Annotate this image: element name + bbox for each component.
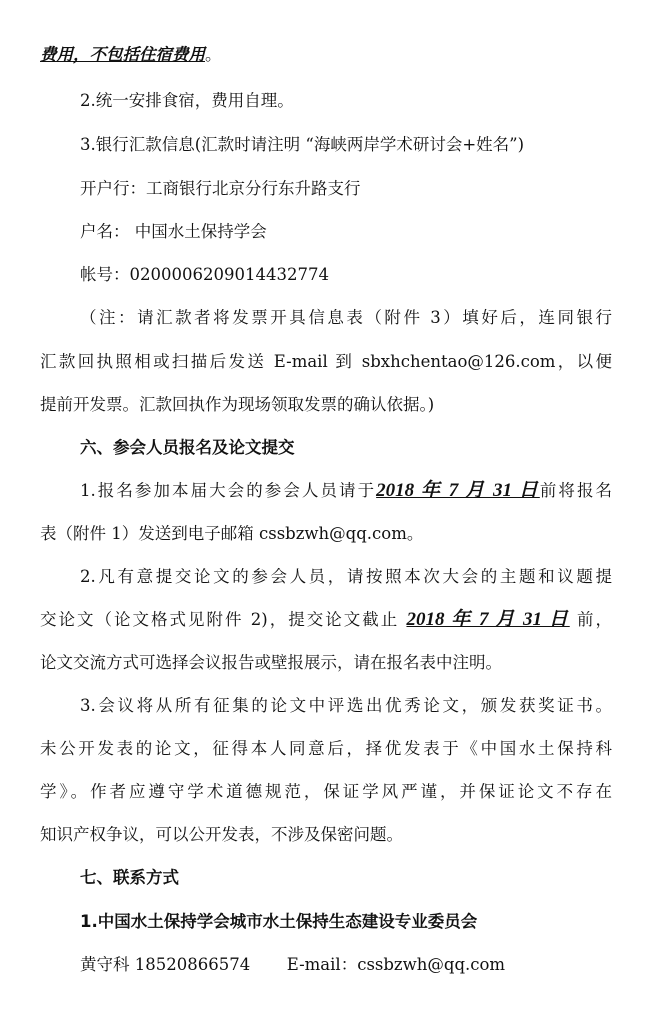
s6-item3-line3: 学》。作者应遵守学术道德规范，保证学风严谨，并保证论文不存在 — [40, 782, 612, 801]
contact-phone: 18520866574 — [134, 955, 251, 974]
note-line-3: 提前开发票。汇款回执作为现场领取发票的确认依据。) — [40, 395, 435, 414]
deadline-date-1: 2018 年 7 月 31 日 — [376, 480, 540, 501]
note-line-1: （注：请汇款者将发票开具信息表（附件 3）填好后，连同银行 — [80, 308, 612, 327]
paragraph-lodging: 2.统一安排食宿，费用自理。 — [80, 91, 294, 110]
deadline-date-2: 2018 年 7 月 31 日 — [406, 609, 570, 630]
bank-branch: 开户行：工商银行北京分行东升路支行 — [80, 179, 361, 198]
section-6-heading: 六、参会人员报名及论文提交 — [80, 438, 295, 457]
s6-item2-line3: 论文交流方式可选择会议报告或壁报展示，请在报名表中注明。 — [40, 653, 502, 672]
account-number: 帐号：0200006209014432774 — [80, 265, 329, 284]
s6-item2-line1: 2.凡有意提交论文的参会人员，请按照本次大会的主题和议题提 — [80, 567, 612, 586]
s6-item1-pre: 1.报名参加本届大会的参会人员请于 — [80, 481, 377, 500]
contact-email: E-mail：cssbzwh@qq.com — [286, 955, 506, 974]
s6-item1-line2: 表（附件 1）发送到电子邮箱 cssbzwh@qq.com。 — [40, 524, 424, 543]
fee-note-tail: 。 — [205, 45, 222, 64]
s6-item2-line2 — [40, 608, 612, 632]
s6-item1-line1 — [80, 479, 612, 503]
account-name: 户名： 中国水土保持学会 — [80, 222, 267, 241]
paragraph-bank-info: 3.银行汇款信息(汇款时请注明 “海峡两岸学术研讨会+姓名”) — [80, 135, 525, 154]
s6-item2-post: 前， — [576, 610, 612, 629]
contact-organization: 1.中国水土保持学会城市水土保持生态建设专业委员会 — [80, 912, 478, 931]
paragraph-fee-note — [40, 43, 612, 67]
s6-item3-line2: 未公开发表的论文，征得本人同意后，择优发表于《中国水土保持科 — [40, 739, 612, 758]
note-line-2: 汇款回执照相或扫描后发送 E-mail 到 sbxhchentao@126.com，以便 — [40, 352, 612, 371]
s6-item3-line4: 知识产权争议，可以公开发表，不涉及保密问题。 — [40, 825, 403, 844]
contact-name: 黄守科 — [80, 955, 130, 974]
contact-line — [80, 953, 612, 977]
s6-item2-pre: 交论文（论文格式见附件 2)，提交论文截止 — [40, 610, 400, 629]
s6-item3-line1: 3.会议将从所有征集的论文中评选出优秀论文，颁发获奖证书。 — [80, 696, 612, 715]
section-7-heading: 七、联系方式 — [80, 868, 179, 887]
emphasized-fee-text: 费用，不包括住宿费用 — [40, 45, 205, 64]
s6-item1-post: 前将报名 — [539, 481, 612, 500]
